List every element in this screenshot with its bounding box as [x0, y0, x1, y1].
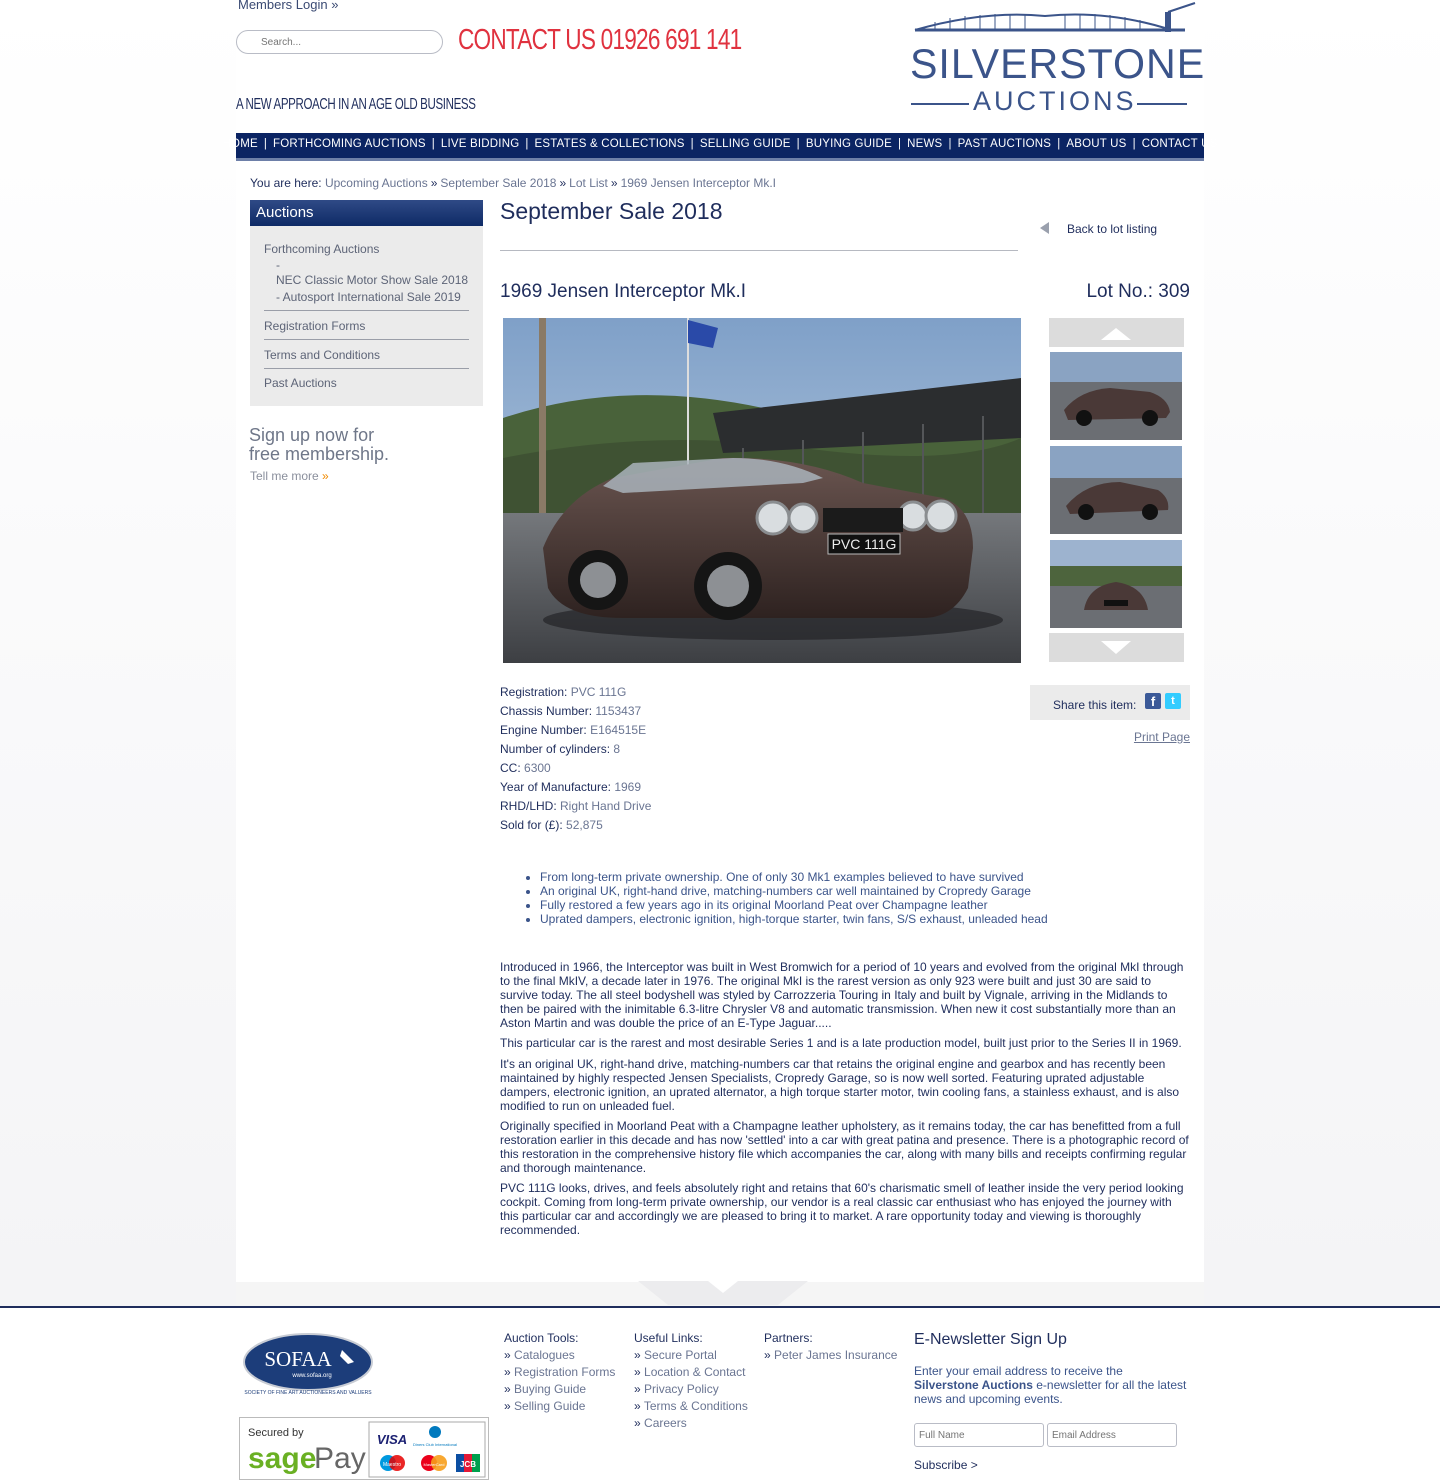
- spec-value: Right Hand Drive: [560, 799, 652, 813]
- sale-title: September Sale 2018: [500, 198, 723, 224]
- footer-tool-link[interactable]: [504, 1399, 585, 1413]
- arrow-icon: »: [634, 1365, 641, 1379]
- breadcrumb-current: 1969 Jensen Interceptor Mk.I: [620, 176, 776, 190]
- spec-row: [500, 704, 641, 718]
- sidebar-heading: Auctions: [250, 200, 483, 226]
- arrow-icon: »: [634, 1399, 641, 1413]
- thumbnail-down-button[interactable]: [1049, 633, 1184, 662]
- footer: [0, 1308, 1440, 1481]
- visa-icon: [377, 1432, 407, 1447]
- description-paragraph: Originally specified in Moorland Peat with a Champagne leather upholstery, as it remains today, the car has benefitted from a full restoration earlier in this decade and has now 'settled' into a car with great patina and presence. There is a photographic record of this restoration in the comprehensive history file which accompanies the car, along with many bills and receipts confirming regular and thorough maintenance.: [500, 1119, 1189, 1175]
- highlight-item: • Fully restored a few years ago in its original Moorland Peat over Champagne leather: [540, 898, 1048, 912]
- thumbnail-3[interactable]: [1050, 540, 1182, 628]
- spec-row: [500, 685, 626, 699]
- spec-value: 6300: [524, 761, 551, 775]
- email-input[interactable]: [1047, 1423, 1177, 1447]
- facebook-icon[interactable]: f: [1145, 693, 1161, 709]
- spec-label: Registration:: [500, 685, 568, 699]
- sidebar-dash: -: [276, 258, 280, 272]
- nav-item-label: HOME: [222, 138, 258, 150]
- useful-links-heading: Useful Links:: [634, 1331, 703, 1345]
- divider: [264, 339, 469, 340]
- breadcrumb-lot-list[interactable]: Lot List: [569, 176, 608, 190]
- tell-me-more-link[interactable]: [250, 469, 329, 483]
- arrow-icon: »: [634, 1348, 641, 1362]
- nav-item[interactable]: [273, 138, 441, 150]
- silverstone-logo[interactable]: [905, 0, 1206, 120]
- nav-item-label: ESTATES & COLLECTIONS: [534, 138, 685, 150]
- sage-wordmark: sage: [248, 1442, 317, 1475]
- arrow-icon: »: [764, 1348, 771, 1362]
- footer-useful-link-label: Secure Portal: [644, 1348, 717, 1362]
- footer-partner-link[interactable]: [764, 1348, 897, 1362]
- lot-title: 1969 Jensen Interceptor Mk.I: [500, 281, 747, 302]
- nav-separator: |: [796, 138, 800, 150]
- sidebar-item-nec[interactable]: NEC Classic Motor Show Sale 2018: [276, 273, 469, 287]
- enews-text-part: Enter your email address to receive the: [914, 1364, 1123, 1378]
- nav-separator: |: [431, 138, 435, 150]
- svg-text:Diners Club International: Diners Club International: [412, 1442, 458, 1447]
- breadcrumb-sale[interactable]: September Sale 2018: [440, 176, 557, 190]
- back-to-lot-listing-button[interactable]: [1040, 222, 1157, 236]
- footer-tool-link-label: Catalogues: [514, 1348, 575, 1362]
- description-paragraph: This particular car is the rarest and most desirable Series 1 and is a late production model, built just prior to the Series II in 1969.: [500, 1036, 1182, 1050]
- sofaa-url: www.sofaa.org: [292, 1373, 332, 1379]
- spec-label: Number of cylinders:: [500, 742, 611, 756]
- mastercard-icon: [421, 1455, 447, 1471]
- description-paragraph: Introduced in 1966, the Interceptor was built in West Bromwich for a period of 10 years and evolved from the original MkI through to the final MkIV, a decade later in 1976. The original MkI is the rarest version as only 923 were built and just 30 are said to survive today. The all steel bodyshell was styled by Carrozzeria Touring in Italy and built by Vignale, arriving in the Midlands to then be paired with the inimitable 6.3-litre Chrysler V8 and automatic transmission. When new it cost substantially more than an Aston Martin and was double the price of an E-Type Jaguar.....: [500, 960, 1184, 1030]
- lot-number: Lot No.: 309: [1086, 281, 1190, 302]
- arrow-icon: »: [634, 1382, 641, 1396]
- nav-item-label: PAST AUCTIONS: [957, 138, 1052, 150]
- svg-text:VISA: VISA: [376, 1432, 408, 1447]
- tell-me-more-label: Tell me more: [250, 469, 319, 483]
- search-input[interactable]: [236, 30, 443, 54]
- nav-item[interactable]: [806, 138, 907, 150]
- footer-useful-link[interactable]: [634, 1365, 745, 1379]
- spec-row: [500, 761, 551, 775]
- arrow-icon: »: [504, 1348, 511, 1362]
- divider: [264, 310, 469, 311]
- footer-useful-link[interactable]: [634, 1399, 748, 1413]
- chevron-down-icon: [1049, 633, 1184, 662]
- nav-item[interactable]: [1142, 138, 1218, 150]
- highlight-item: • Uprated dampers, electronic ignition, high-torque starter, twin fans, S/S exhaust, unleaded head: [540, 912, 1048, 926]
- jcb-icon: [456, 1454, 480, 1472]
- breadcrumb: [250, 176, 776, 190]
- nav-item-label: ABOUT US: [1066, 138, 1127, 150]
- spec-label: Year of Manufacture:: [500, 780, 611, 794]
- footer-arrow-decoration: [638, 1281, 808, 1305]
- chevron-up-icon: [1049, 318, 1184, 347]
- footer-tool-link[interactable]: [504, 1382, 586, 1396]
- arrow-icon: »: [504, 1399, 511, 1413]
- spec-value: PVC 111G: [570, 685, 627, 699]
- arrow-icon: »: [634, 1416, 641, 1430]
- nav-separator: |: [690, 138, 694, 150]
- divider: [264, 368, 469, 369]
- nav-item-label: FORTHCOMING AUCTIONS: [273, 138, 426, 150]
- sofaa-caption: SOCIETY OF FINE ART AUCTIONEERS AND VALUERS: [244, 1390, 372, 1396]
- nav-separator: |: [263, 138, 268, 150]
- sidebar-item-past[interactable]: Past Auctions: [264, 376, 337, 390]
- spec-row: [500, 780, 641, 794]
- pay-wordmark: Pay: [314, 1442, 366, 1475]
- spec-row: [500, 723, 646, 737]
- breadcrumb-sep: »: [610, 176, 618, 190]
- sofaa-logo[interactable]: [242, 1332, 376, 1396]
- footer-useful-link[interactable]: [634, 1382, 719, 1396]
- spec-value: 1969: [614, 780, 642, 794]
- breadcrumb-prefix: You are here:: [250, 176, 322, 190]
- sidebar-item-terms[interactable]: Terms and Conditions: [264, 348, 381, 362]
- nav-item-label: LIVE BIDDING: [440, 138, 520, 150]
- subscribe-button[interactable]: Subscribe >: [914, 1458, 978, 1472]
- divider: [500, 250, 1018, 251]
- contact-phone: CONTACT US 01926 691 141: [458, 24, 742, 56]
- enewsletter-heading: E-Newsletter Sign Up: [914, 1331, 1067, 1348]
- description-paragraph: It's an original UK, right-hand drive, matching-numbers car that retains the original engine and gearbox and has recently been maintained by highly respected Jensen Specialists, Cropredy Garage, so is now well sorted. Featuring uprated adjustable dampers, electronic ignition, an uprated alternator, a high torque starter motor, twin cooling fans, a stainless exhaust, and is also modified to run on unleaded fuel.: [500, 1057, 1180, 1113]
- breadcrumb-upcoming[interactable]: Upcoming Auctions: [324, 176, 428, 190]
- nav-item-label: CONTACT US: [1141, 138, 1218, 150]
- svg-text:JCB: JCB: [459, 1460, 477, 1469]
- enewsletter-text: [914, 1364, 1189, 1406]
- enews-text-part: e-newsletter for all the latest news and upcoming events.: [914, 1378, 1187, 1406]
- sidebar-item-forthcoming[interactable]: Forthcoming Auctions: [264, 242, 380, 256]
- nav-item-label: NEWS: [907, 138, 943, 150]
- partners-heading: Partners:: [764, 1331, 813, 1345]
- footer-tool-link-label: Registration Forms: [514, 1365, 616, 1379]
- spec-row: [500, 799, 651, 813]
- footer-partner-link-label: Peter James Insurance: [774, 1348, 898, 1362]
- nav-separator: |: [525, 138, 529, 150]
- nav-item[interactable]: [907, 138, 958, 150]
- footer-useful-link-label: Careers: [644, 1416, 687, 1430]
- footer-tool-link[interactable]: [504, 1365, 615, 1379]
- spec-label: Sold for (£):: [500, 818, 563, 832]
- nav-item-label: SELLING GUIDE: [699, 138, 791, 150]
- main-nav: [222, 133, 1218, 161]
- highlight-item: • An original UK, right-hand drive, matching-numbers car well maintained by Cropredy Garage: [540, 884, 1048, 898]
- nav-separator: |: [897, 138, 902, 150]
- footer-useful-link[interactable]: [634, 1348, 717, 1362]
- spec-value: 52,875: [566, 818, 603, 832]
- signup-promo[interactable]: [249, 426, 389, 464]
- logo-wordmark: SILVERSTONE: [910, 40, 1206, 87]
- arrow-icon: »: [504, 1382, 511, 1396]
- nav-item[interactable]: [441, 138, 535, 150]
- spec-value: E164515E: [590, 723, 647, 737]
- signup-line-1: Sign up now for: [249, 425, 375, 445]
- spec-label: Engine Number:: [500, 723, 587, 737]
- nav-item[interactable]: [1066, 138, 1141, 150]
- nav-separator: |: [1132, 138, 1136, 150]
- thumbnail-2[interactable]: [1050, 446, 1182, 534]
- spec-label: CC:: [500, 761, 521, 775]
- footer-useful-link[interactable]: [634, 1416, 687, 1430]
- footer-useful-link-label: Privacy Policy: [644, 1382, 719, 1396]
- thumbnail-up-button[interactable]: [1049, 318, 1184, 347]
- full-name-input[interactable]: [914, 1423, 1044, 1447]
- spec-value: 1153437: [595, 704, 642, 718]
- back-label: Back to lot listing: [1067, 222, 1158, 236]
- svg-text:MasterCard: MasterCard: [423, 1462, 445, 1467]
- twitter-icon[interactable]: t: [1165, 693, 1181, 709]
- footer-useful-link-label: Location & Contact: [644, 1365, 746, 1379]
- number-plate: PVC 111G: [831, 536, 897, 552]
- maestro-icon: [377, 1453, 407, 1473]
- tagline: A NEW APPROACH IN AN AGE OLD BUSINESS: [236, 96, 476, 113]
- signup-line-2: free membership.: [249, 444, 390, 464]
- back-arrow-icon: [1040, 222, 1049, 234]
- footer-useful-link-label: Terms & Conditions: [643, 1399, 748, 1413]
- logo-subtitle: AUCTIONS: [973, 86, 1137, 116]
- highlight-item: • From long-term private ownership. One of only 30 Mk1 examples believed to have survived: [540, 870, 1048, 884]
- spec-row: [500, 742, 620, 756]
- share-box: [1030, 685, 1190, 720]
- breadcrumb-sep: »: [430, 176, 438, 190]
- highlights-list: [540, 870, 1048, 926]
- spec-label: RHD/LHD:: [500, 799, 557, 813]
- enews-brand: Silverstone Auctions: [914, 1378, 1033, 1392]
- main-car-photo[interactable]: [503, 318, 1021, 663]
- arrow-icon: »: [322, 469, 329, 483]
- nav-item[interactable]: [958, 138, 1067, 150]
- sofaa-wordmark: SOFAA: [264, 1347, 332, 1371]
- footer-tool-link-label: Selling Guide: [514, 1399, 586, 1413]
- secured-by-label: Secured by: [248, 1427, 304, 1439]
- spec-row: [500, 818, 603, 832]
- description-paragraph: PVC 111G looks, drives, and feels absolutely right and retains that 60's charismatic smell of leather inside the very period looking cockpit. Coming from long-term private ownership, our vendor is a real classic car enthusiast who has enjoyed the journey with this particular car and accordingly we are pleased to bring it to market. A rare opportunity today and viewing is thoroughly recommended.: [500, 1181, 1184, 1237]
- nav-item-label: BUYING GUIDE: [805, 138, 892, 150]
- sidebar-item-registration[interactable]: Registration Forms: [264, 319, 366, 333]
- sagepay-badge: [239, 1417, 489, 1480]
- share-label: Share this item:: [1053, 698, 1137, 712]
- nav-item[interactable]: [535, 138, 700, 150]
- spec-value: 8: [613, 742, 621, 756]
- nav-item[interactable]: [700, 138, 806, 150]
- footer-tool-link[interactable]: [504, 1348, 575, 1362]
- sidebar-item-autosport[interactable]: - Autosport International Sale 2019: [276, 290, 461, 304]
- footer-tool-link-label: Buying Guide: [514, 1382, 587, 1396]
- print-page-link[interactable]: Print Page: [1133, 730, 1190, 744]
- spec-label: Chassis Number:: [500, 704, 593, 718]
- auction-tools-heading: Auction Tools:: [504, 1331, 579, 1345]
- nav-separator: |: [948, 138, 952, 150]
- arrow-icon: »: [504, 1365, 511, 1379]
- thumbnail-1[interactable]: [1050, 352, 1182, 440]
- nav-item[interactable]: [223, 138, 274, 150]
- breadcrumb-sep: »: [559, 176, 567, 190]
- nav-separator: |: [1057, 138, 1061, 150]
- members-login-link[interactable]: Members Login »: [238, 0, 339, 12]
- svg-text:Maestro: Maestro: [382, 1462, 402, 1468]
